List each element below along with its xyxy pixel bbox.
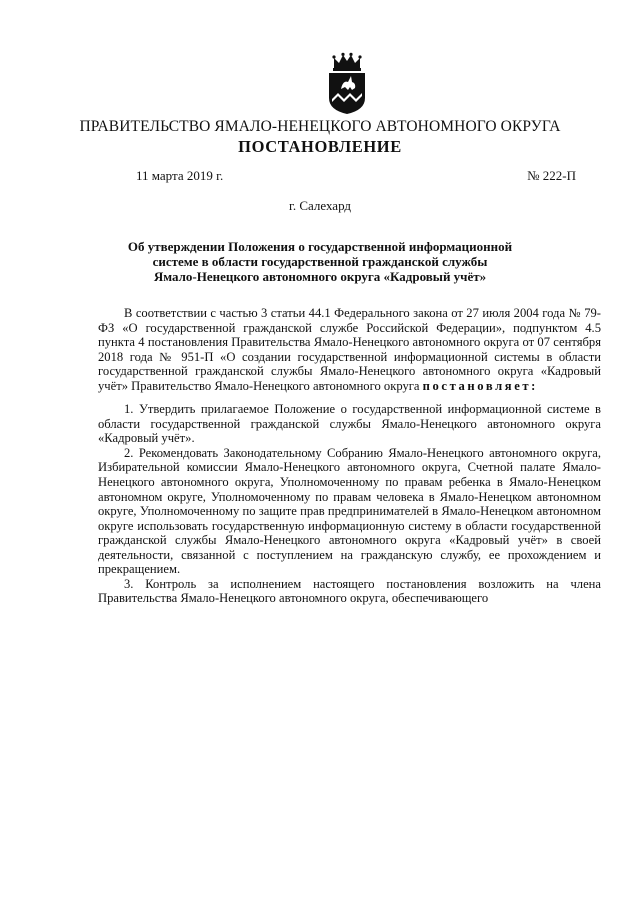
- document-number: № 222-П: [527, 168, 576, 183]
- item-3-paragraph: 3. Контроль за исполнением настоящего постановления возложить на члена Правительства Ямало-Ненецкого автономного округа, обеспечивающего: [98, 576, 601, 606]
- preamble-text: В соответствии с частью 3 статьи 44.1 Федерального закона от 27 июля 2004 года № 79-ФЗ «О государственной гражданской службе Российской Федерации», подпунктом 4.5 пункта 4 постановления Правительства Ямало-Ненецкого автономного округа от 07 сентября 2018 года № 951-П «О создании государственной информационной системы в области государственной гражданской службы Ямало-Ненецкого автономного округа «Кадровый учёт» Правительство Ямало-Ненецкого автономного округа: [98, 306, 601, 393]
- preamble-paragraph: [98, 306, 601, 393]
- item-1-paragraph: 1. Утвердить прилагаемое Положение о государственной информационной системе в области государственной гражданской службы Ямало-Ненецкого автономного округа «Кадровый учёт».: [98, 402, 601, 446]
- document-type: ПОСТАНОВЛЕНИЕ: [238, 137, 402, 156]
- document-date: 11 марта 2019 г.: [136, 168, 224, 183]
- resolves-word: постановляет:: [422, 378, 538, 393]
- item-2-paragraph: 2. Рекомендовать Законодательному Собранию Ямало-Ненецкого автономного округа, Избирательной комиссии Ямало-Ненецкого автономного округа, Счетной палате Ямало-Ненецкого автономного округа, Уполномоченному по правам ребенка в Ямало-Ненецком автономном округе, Уполномоченному по правам человека в Ямало-Ненецком автономном округе, Уполномоченному по защите прав предпринимателей в Ямало-Ненецком автономном округе использовать государственную информационную систему в области государственной гражданской службы Ямало-Ненецкого автономного округа «Кадровый учёт» в своей деятельности, связанной с поступлением на гражданскую службу, ее прохождением и прекращением.: [98, 445, 601, 577]
- document-city: г. Салехард: [288, 198, 352, 213]
- document-body: [98, 306, 601, 606]
- title-line: Ямало-Ненецкого автономного округа «Кадровый учёт»: [153, 269, 487, 284]
- government-name: ПРАВИТЕЛЬСТВО ЯМАЛО-НЕНЕЦКОГО АВТОНОМНОГО ОКРУГА: [79, 118, 561, 135]
- title-line: системе в области государственной гражданской службы: [152, 254, 488, 269]
- coat-of-arms-emblem: [325, 52, 369, 116]
- title-line: Об утверждении Положения о государственной информационной: [127, 239, 513, 254]
- document-title: [0, 239, 640, 284]
